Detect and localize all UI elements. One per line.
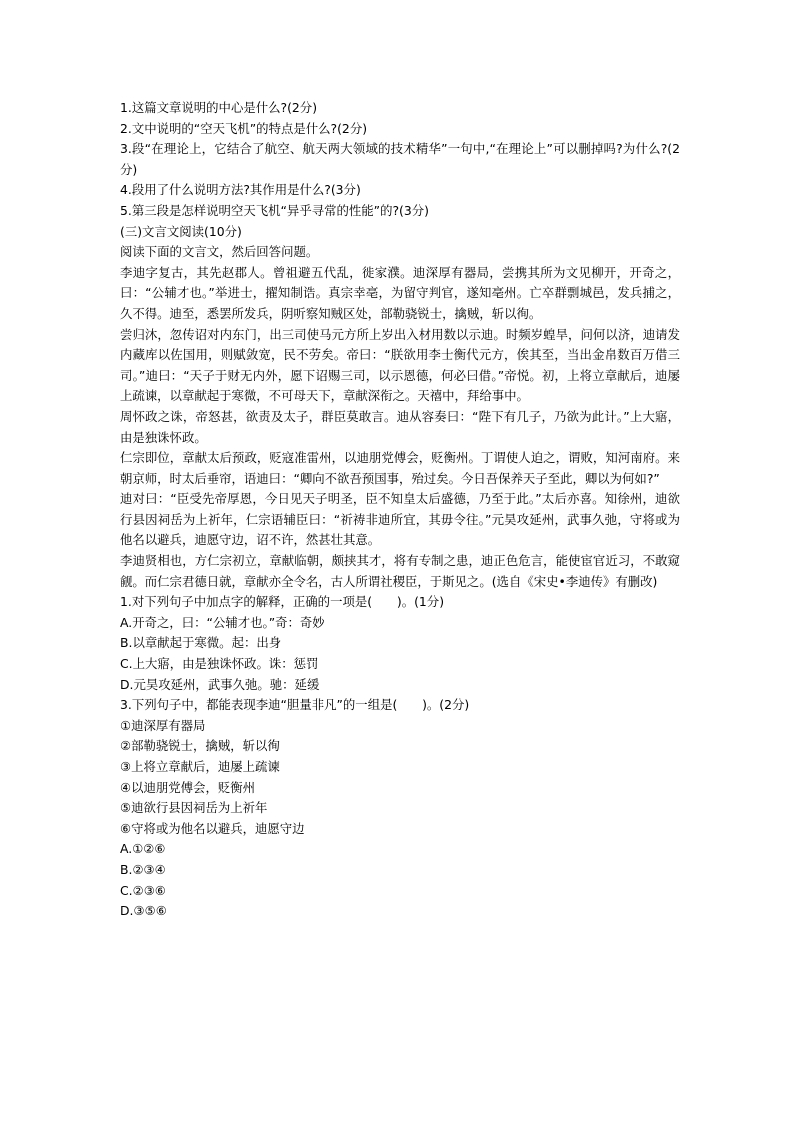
passage-paragraph-2: 尝归沐，忽传诏对内东门，出三司使马元方所上岁出入材用数以示迪。时频岁蝗旱，问何以济，迪请发内藏库以佐国用，则赋敛宽，民不劳矣。帝曰：“朕欲用李士衡代元方，俟其至，当出金帛数百万借三司。”迪曰：“天子于财无内外，愿下诏赐三司，以示恩德，何必曰借。”帝悦。初，上将立章献后，迪屡上疏谏，以章献起于寒微，不可母天下，章献深衔之。天禧中，拜给事中。: [120, 326, 680, 404]
passage-paragraph-6: 李迪贤相也，方仁宗初立，章献临朝，颇挟其才，将有专制之患，迪正色危言，能使宦官近习，不敢窥觎。而仁宗君德日就，章献亦全令名，古人所谓社稷臣，于斯见之。(选自《宋史•李迪传》有删改): [120, 553, 680, 589]
question-block-1: [120, 592, 680, 695]
question-2: 2.文中说明的“空天飞机”的特点是什么?(2分): [120, 120, 368, 136]
q3-stem: 3.下列句子中，都能表现李迪“胆量非凡”的一组是( )。(2分): [120, 697, 470, 713]
q1-option-c: C.上大寤，由是独诛怀政。诛：惩罚: [120, 656, 319, 672]
q3-item-4: ④以迪朋党傅会，贬衡州: [120, 779, 256, 795]
q1-option-d: D.元昊攻延州，武事久弛。驰：延缓: [120, 676, 320, 692]
q3-option-a: A.①②⑥: [120, 841, 166, 857]
passage-paragraph-3: 周怀政之诛，帝怒甚，欲责及太子，群臣莫敢言。迪从容奏曰：“陛下有几子，乃欲为此计。”上大寤，由是独诛怀政。: [120, 408, 680, 445]
q3-option-c: C.②③⑥: [120, 882, 166, 898]
q3-option-b: B.②③④: [120, 861, 166, 877]
modern-questions: [120, 98, 680, 222]
passage-paragraph-1: 李迪字复古，其先赵郡人。曾祖避五代乱，徙家濮。迪深厚有器局，尝携其所为文见柳开，开奇之，曰：“公辅才也。”举进士，擢知制诰。真宗幸亳，为留守判官，遂知亳州。亡卒群剽城邑，发兵捕之，久不得。迪至，悉罢所发兵，阴听察知贼区处，部勒骁锐士，擒贼，斩以徇。: [120, 264, 680, 321]
q1-option-a: A.开奇之，曰：“公辅才也。”奇：奇妙: [120, 614, 325, 630]
question-3: 3.段“在理论上，它结合了航空、航天两大领域的技术精华”一句中,“在理论上”可以删掉吗?为什么?(2分): [120, 141, 680, 177]
section-heading: (三)文言文阅读(10分): [120, 223, 242, 239]
q3-option-d: D.③⑤⑥: [120, 903, 167, 919]
document-page: [120, 98, 680, 922]
passage-paragraph-4: 仁宗即位，章献太后预政，贬寇准雷州，以迪朋党傅会，贬衡州。丁谓使人迫之，谓败，知河南府。来朝京师，时太后垂帘，语迪曰：“卿向不欲吾预国事，殆过矣。今日吾保养天子至此，卿以为何如?”: [120, 450, 680, 486]
q3-item-1: ①迪深厚有器局: [120, 717, 206, 733]
passage-paragraph-5: 迪对曰：“臣受先帝厚恩，今日见天子明圣，臣不知皇太后盛德，乃至于此。”太后亦喜。知徐州，迪欲行县因祠岳为上祈年，仁宗语辅臣曰：“祈祷非迪所宜，其毋令往。”元昊攻延州，武事久弛，守将或为他名以避兵，迪愿守边，诏不许，然甚壮其意。: [120, 491, 680, 548]
question-5: 5.第三段是怎样说明空天飞机“异乎寻常的性能”的?(3分): [120, 202, 429, 218]
question-block-3: [120, 695, 680, 922]
question-1: 1.这篇文章说明的中心是什么?(2分): [120, 100, 318, 115]
question-4: 4.段用了什么说明方法?其作用是什么?(3分): [120, 182, 361, 198]
q3-item-2: ②部勒骁锐士，擒贼，斩以徇: [120, 738, 280, 754]
q1-stem: 1.对下列句子中加点字的解释，正确的一项是( )。(1分): [120, 594, 445, 610]
q1-option-b: B.以章献起于寒微。起：出身: [120, 635, 282, 651]
q3-item-5: ⑤迪欲行县因祠岳为上祈年: [120, 800, 268, 816]
q3-item-6: ⑥守将或为他名以避兵，迪愿守边: [120, 820, 305, 836]
q3-item-3: ③上将立章献后，迪屡上疏谏: [120, 759, 280, 774]
classical-passage: [120, 263, 680, 593]
reading-instruction: 阅读下面的文言文，然后回答问题。: [120, 244, 319, 260]
